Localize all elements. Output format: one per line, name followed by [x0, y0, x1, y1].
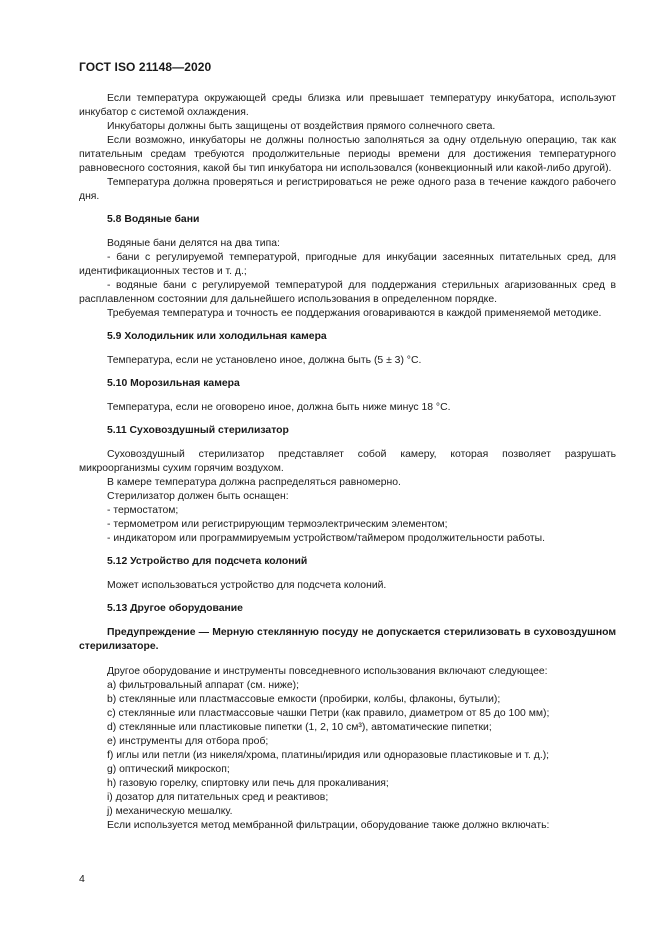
- list-item: i) дозатор для питательных сред и реактивов;: [107, 792, 329, 803]
- list-item: - водяные бани с регулируемой температурой для поддержания стерильных агаризованных сред в расплавленном состоянии для дальнейшего использования в определенном порядке.: [79, 280, 616, 305]
- section-heading: 5.10 Морозильная камера: [107, 378, 240, 389]
- list-item: h) газовую горелку, спиртовку или печь для прокаливания;: [107, 778, 389, 789]
- paragraph: Другое оборудование и инструменты повседневного использования включают следующее:: [107, 666, 548, 677]
- list-item: - бани с регулируемой температурой, пригодные для инкубации засеянных питательных сред, для идентификационных тестов и т. д.;: [79, 252, 616, 277]
- paragraph: Может использоваться устройство для подсчета колоний.: [107, 580, 387, 591]
- paragraph: Требуемая температура и точность ее поддержания оговариваются в каждой применяемой методике.: [107, 308, 602, 319]
- list-item: c) стеклянные или пластмассовые чашки Петри (как правило, диаметром от 85 до 100 мм);: [107, 708, 550, 719]
- warning-paragraph: Предупреждение — Мерную стеклянную посуду не допускается стерилизовать в суховоздушном стерилизаторе.: [79, 627, 616, 652]
- list-item: - термометром или регистрирующим термоэлектрическим элементом;: [107, 519, 448, 530]
- paragraph: Если возможно, инкубаторы не должны полностью заполняться за одну отдельную операцию, так как питательным средам требуются продолжительные периоды времени для достижения температурного равновесного состояния, какой бы тип инкубатора ни использовался (конвекционный или какой-либо другой).: [79, 135, 616, 174]
- paragraph: В камере температура должна распределяться равномерно.: [107, 477, 401, 488]
- section-heading: 5.9 Холодильник или холодильная камера: [107, 331, 327, 342]
- list-item: e) инструменты для отбора проб;: [107, 736, 269, 747]
- list-item: - термостатом;: [107, 505, 179, 516]
- list-item: d) стеклянные или пластиковые пипетки (1, 2, 10 см³), автоматические пипетки;: [107, 722, 492, 733]
- section-heading: 5.12 Устройство для подсчета колоний: [107, 556, 308, 567]
- list-item: b) стеклянные или пластмассовые емкости (пробирки, колбы, флаконы, бутыли);: [107, 694, 501, 705]
- document-body: [79, 92, 616, 833]
- list-item: - индикатором или программируемым устройством/таймером продолжительности работы.: [107, 533, 546, 544]
- paragraph: Температура, если не установлено иное, должна быть (5 ± 3) °С.: [107, 355, 422, 366]
- page-number: 4: [79, 873, 85, 885]
- list-item: f) иглы или петли (из никеля/хрома, платины/иридия или одноразовые пластиковые и т. д.);: [107, 750, 550, 761]
- list-item: j) механическую мешалку.: [107, 806, 233, 817]
- section-heading: 5.11 Суховоздушный стерилизатор: [107, 425, 289, 436]
- paragraph: Температура, если не оговорено иное, должна быть ниже минус 18 °С.: [107, 402, 451, 413]
- paragraph: Если используется метод мембранной фильтрации, оборудование также должно включать:: [107, 820, 550, 831]
- paragraph: Суховоздушный стерилизатор представляет собой камеру, которая позволяет разрушать микроорганизмы сухим горячим воздухом.: [79, 449, 616, 474]
- paragraph: Инкубаторы должны быть защищены от воздействия прямого солнечного света.: [107, 121, 496, 132]
- section-heading: 5.8 Водяные бани: [107, 214, 200, 225]
- list-item: g) оптический микроскоп;: [107, 764, 230, 775]
- section-heading: 5.13 Другое оборудование: [107, 603, 243, 614]
- paragraph: Водяные бани делятся на два типа:: [107, 238, 280, 249]
- paragraph: Если температура окружающей среды близка или превышает температуру инкубатора, используют инкубатор с системой охлаждения.: [79, 93, 616, 118]
- list-item: a) фильтровальный аппарат (см. ниже);: [107, 680, 299, 691]
- paragraph: Стерилизатор должен быть оснащен:: [107, 491, 289, 502]
- document-header: ГОСТ ISO 21148—2020: [79, 60, 212, 74]
- paragraph: Температура должна проверяться и регистрироваться не реже одного раза в течение каждого рабочего дня.: [79, 177, 616, 202]
